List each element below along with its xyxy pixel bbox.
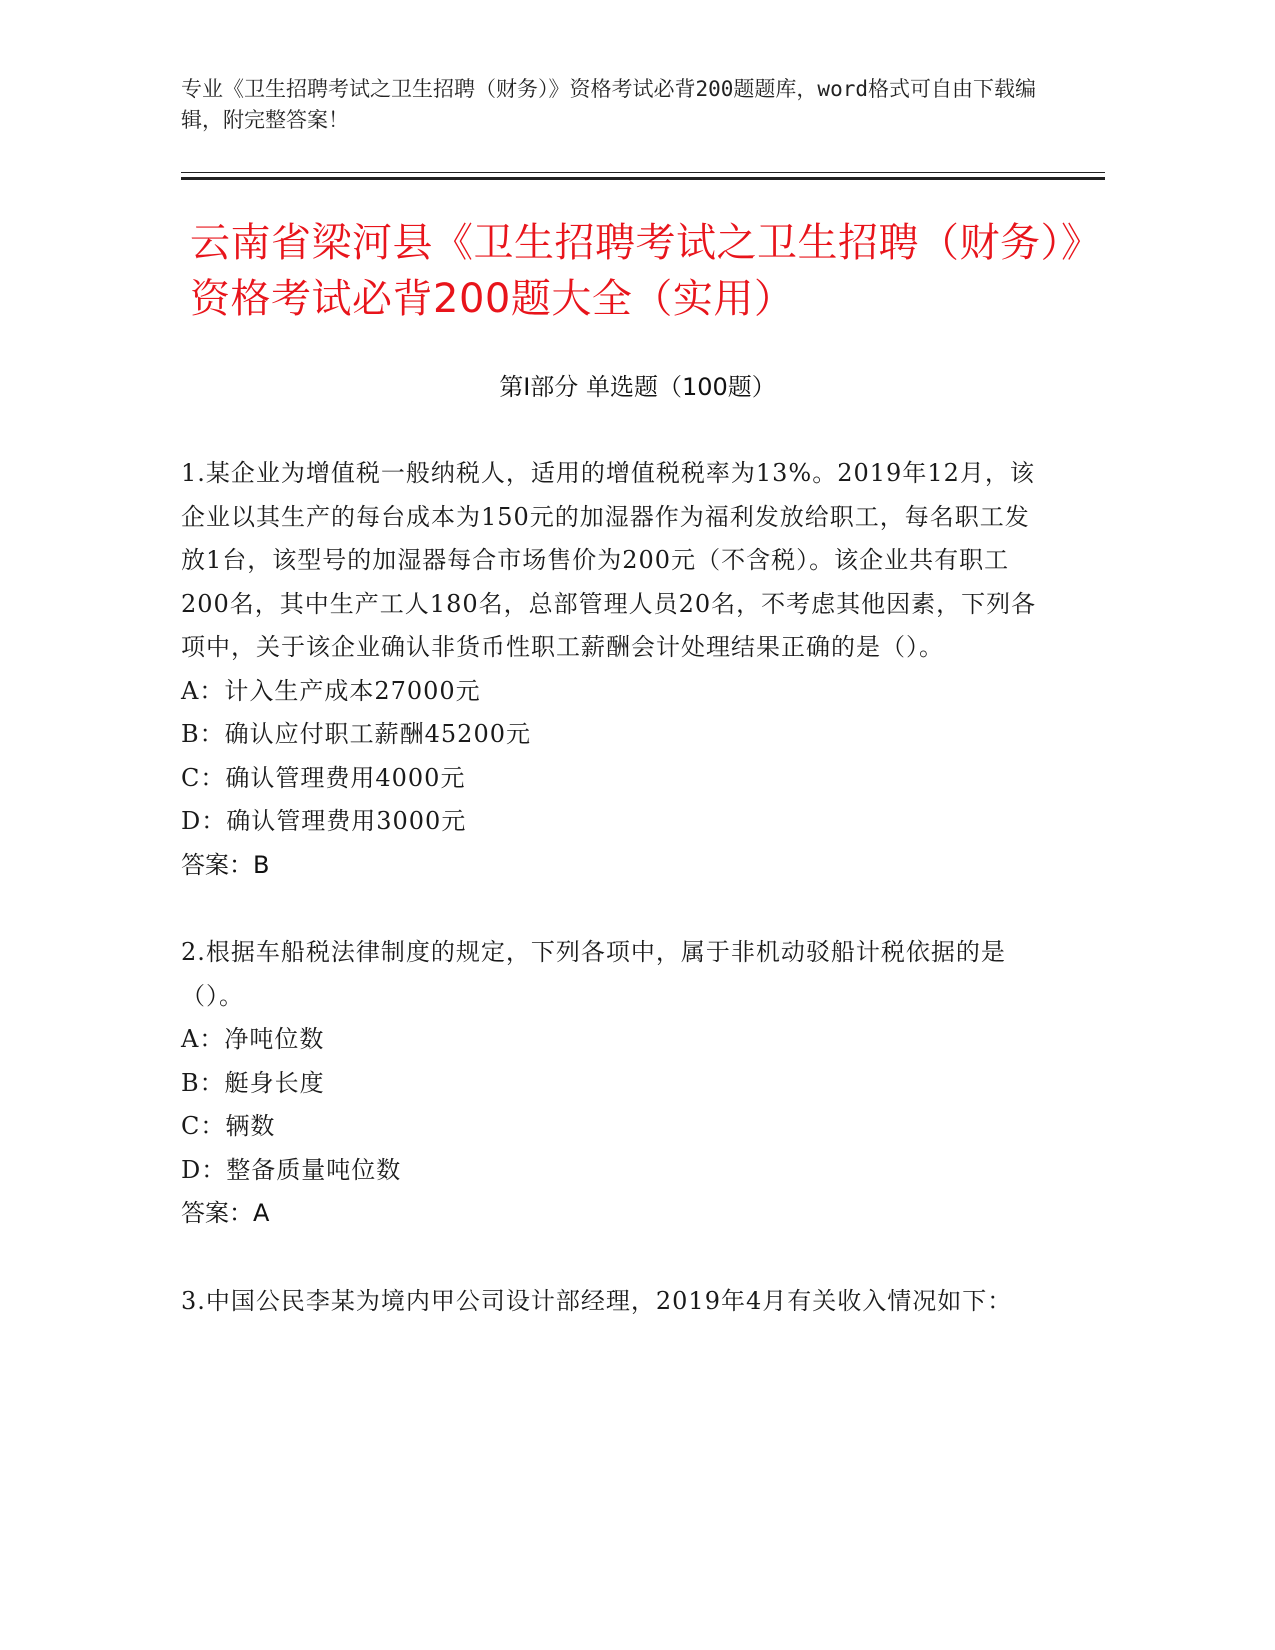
question-item	[181, 1280, 1041, 1324]
question-list	[181, 452, 1041, 1367]
question-stem: 2.根据车船税法律制度的规定，下列各项中，属于非机动驳船计税依据的是（）。	[181, 938, 1006, 1010]
document-title: 云南省梁河县《卫生招聘考试之卫生招聘（财务）》资格考试必背200题大全（实用）	[190, 220, 1082, 322]
answer-line: 答案：A	[181, 1199, 270, 1227]
header-divider-thin	[181, 172, 1105, 173]
option-b: B：确认应付职工薪酬45200元	[181, 720, 531, 748]
option-b: B：艇身长度	[181, 1068, 325, 1097]
answer-line: 答案：B	[181, 850, 270, 879]
option-d: D：确认管理费用3000元	[181, 807, 467, 835]
option-c: C：辆数	[181, 1112, 276, 1140]
option-a: A：计入生产成本27000元	[181, 676, 481, 705]
option-c: C：确认管理费用4000元	[181, 763, 466, 792]
option-a: A：净吨位数	[181, 1025, 325, 1053]
section-heading: 第Ⅰ部分 单选题（100题）	[499, 373, 776, 401]
question-stem: 1.某企业为增值税一般纳税人，适用的增值税税率为13%。2019年12月，该企业以其生产的每台成本为150元的加湿器作为福利发放给职工，每名职工发放1台，该型号的加湿器每合市场售价为200元（不含税）。该企业共有职工200名，其中生产工人180名，总部管理人员20名，不考虑其他因素，下列各项中，关于该企业确认非货币性职工薪酬会计处理结果正确的是（）。	[181, 459, 1037, 661]
question-item	[181, 452, 1041, 887]
header-divider-thick	[181, 177, 1105, 180]
header-note: 专业《卫生招聘考试之卫生招聘（财务）》资格考试必背200题题库，word格式可自由下载编辑，附完整答案！	[181, 77, 1036, 132]
option-d: D：整备质量吨位数	[181, 1155, 402, 1184]
question-item	[181, 931, 1041, 1236]
question-stem: 3.中国公民李某为境内甲公司设计部经理，2019年4月有关收入情况如下：	[181, 1286, 1013, 1315]
